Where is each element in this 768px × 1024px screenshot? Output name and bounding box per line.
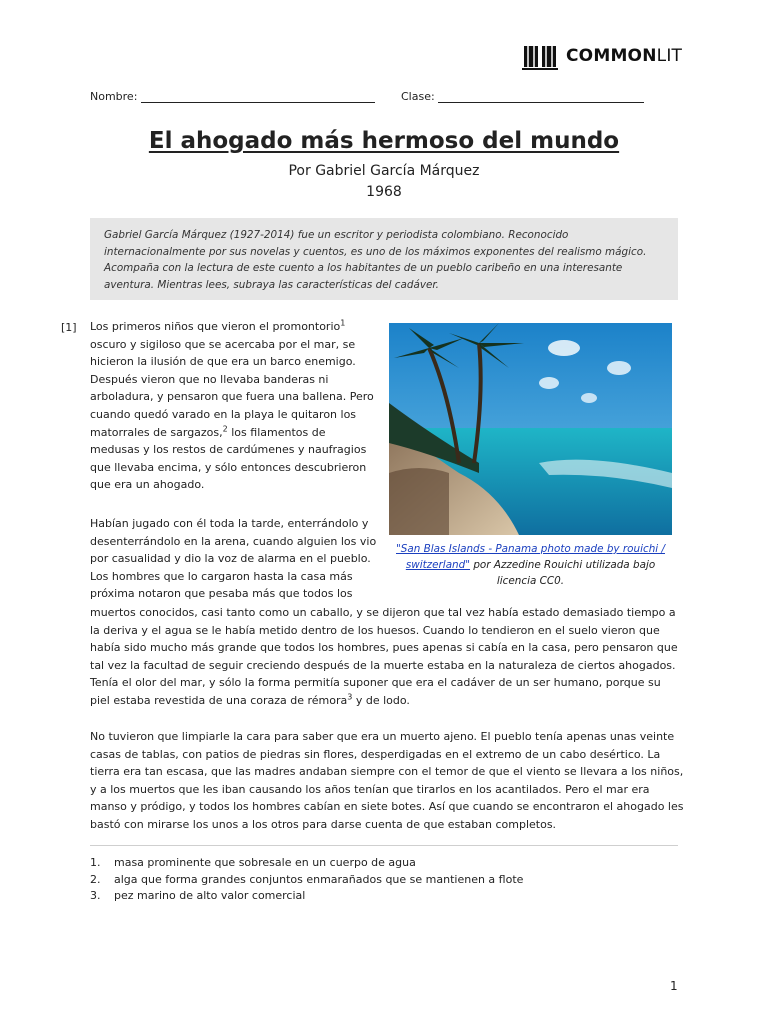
photo-caption: "San Blas Islands - Panama photo made by rouichi / switzerland" por Azzedine Rouichi utilizada bajo licencia CC0. [396,543,665,587]
footnote-ref-1[interactable]: 1 [340,318,346,328]
book-icon [522,42,558,70]
beach-photo [389,323,672,535]
paragraph-3: No tuvieron que limpiarle la cara para saber que era un muerto ajeno. El pueblo tenía apenas unas veinte casas de tablas, con patios de piedras sin flores, desperdigadas en el extremo de un cabo desértico. La tierra era tan escasa, que las madres andaban siempre con el temor de que el viento se llevara a los niños, y a los muertos que les iban causando los años tenían que tirarlos en los acantilados. Pero el mar era manso y pródigo, y todos los hombres cabían en siete botes. Así que cuando se encontraron el ahogado les bastó con mirarse los unos a los otros para darse cuenta de que estaban completos. [90,730,684,831]
page-title: El ahogado más hermoso del mundo [148,128,620,154]
photo-source-link[interactable]: "San Blas Islands - Panama photo made by rouichi / switzerland" [396,543,665,571]
name-label: Nombre: [90,90,138,103]
class-label: Clase: [401,90,435,103]
paragraph-number: [1] [61,321,77,334]
footnote-ref-2[interactable]: 2 [222,423,228,433]
name-line[interactable] [141,90,375,103]
footnotes [90,855,523,905]
footnote-item: 3. pez marino de alto valor comercial [90,889,306,902]
paragraph-2-start: Habían jugado con él toda la tarde, enterrándolo y desenterrándolo en la arena, cuando alguien los vio por casualidad y dio la voz de alarma en el pueblo. Los hombres que lo cargaron hasta la casa más próxima notaron que pesaba más que todos los [90,517,377,601]
footnote-item: 2. alga que forma grandes conjuntos enmarañados que se mantienen a flote [90,872,524,886]
paragraph-2-continued: muertos conocidos, casi tanto como un caballo, y se dijeron que tal vez había estado demasiado tiempo a la deriva y el agua se le había metido dentro de los huesos. Cuando lo tendieron en el suelo vieron que había sido mucho más grande que todos los hombres, pues apenas si cabía en la casa, pero pensaron que tal vez la facultad de seguir creciendo después de la muerte estaba en la naturaleza de ciertos ahogados. Tenía el olor del mar, y sólo la forma permitía suponer que era el cadáver de un ser humano, porque su piel estaba revestida de una coraza de rémora$^3$ y de lodo. [90,606,678,707]
commonlit-logo [522,41,682,71]
logo-wordmark: COMMONLIT [566,46,683,66]
paragraph-1: Los primeros niños que vieron el promontorio$^1$ oscuro y sigiloso que se acercaba por el mar, se hicieron la ilusión de que era un barco enemigo. Después vieron que no llevaba banderas ni arboladura, y pensaron que fuera una ballena. Pero cuando quedó varado en la playa le quitaron los matorrales de sargazos,$^2$ los filamentos de medusas y los restos de cardúmenes y naufragios que llevaba encima, y sólo entonces descubrieron que era un ahogado. [90,318,374,492]
footnote-item: 1. masa prominente que sobresale en un cuerpo de agua [90,856,416,869]
class-line[interactable] [438,90,644,103]
page-number: 1 [670,979,678,993]
author-line: Por Gabriel García Márquez [288,163,480,179]
class-field[interactable] [401,90,644,103]
footnote-divider [90,845,678,846]
footnote-ref-3[interactable]: 3 [347,692,353,702]
intro-box: Gabriel García Márquez (1927-2014) fue un escritor y periodista colombiano. Reconocido internacionalmente por sus novelas y cuentos, es uno de los máximos exponentes del realismo mágico. Acompaña con la lectura de este cuento a los habitantes de un pueblo caribeño en una interesante aventura. Mientras lees, subraya las características del cadáver. [90,218,678,300]
year-line: 1968 [366,184,402,200]
name-field[interactable] [90,90,375,103]
